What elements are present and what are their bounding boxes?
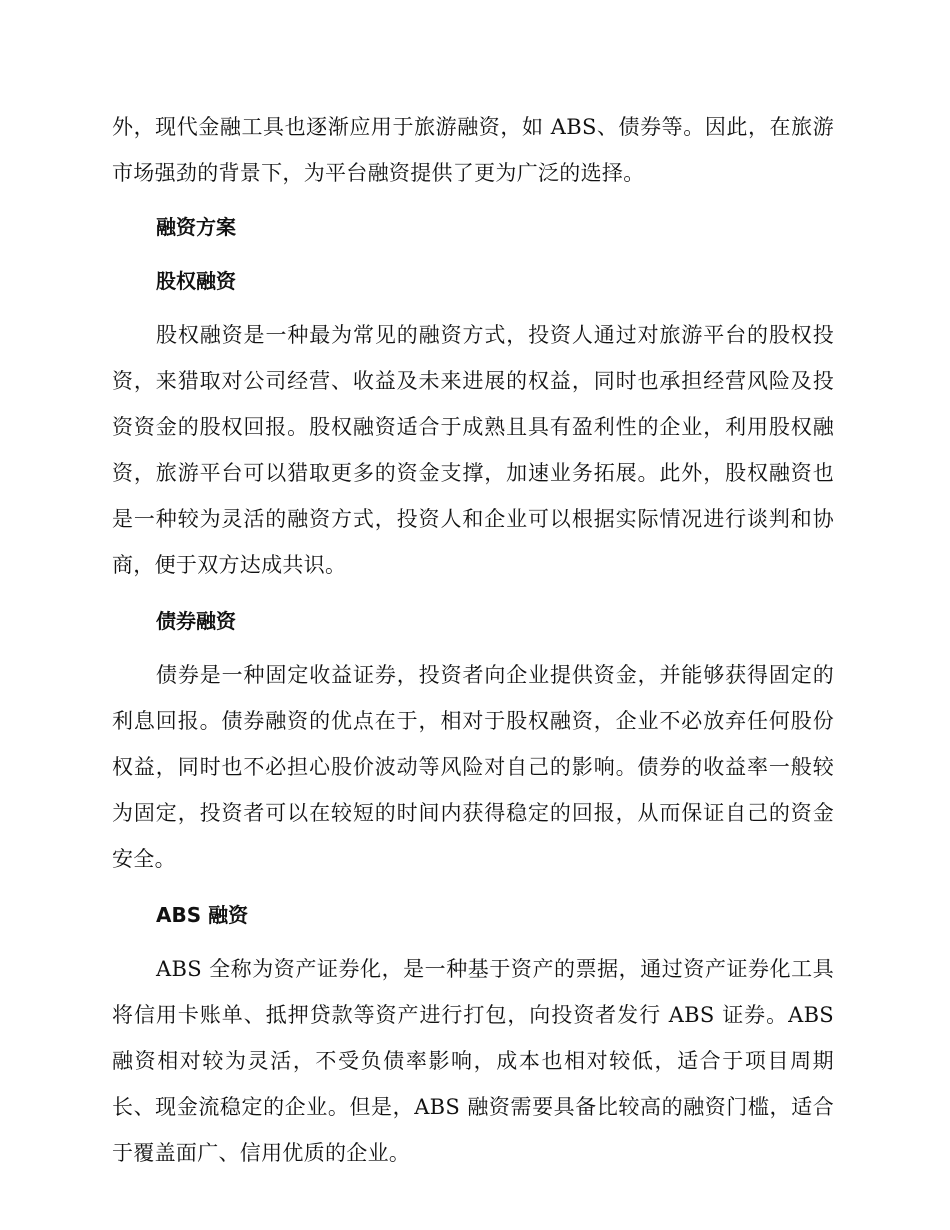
- equity-financing-paragraph: 股权融资是一种最为常见的融资方式，投资人通过对旅游平台的股权投资，来猎取对公司经营、收益及未来进展的权益，同时也承担经营风险及投资资金的股权回报。股权融资适合于成熟且具有盈利性的企业，利用股权融资，旅游平台可以猎取更多的资金支撑，加速业务拓展。此外，股权融资也是一种较为灵活的融资方式，投资人和企业可以根据实际情况进行谈判和协商，便于双方达成共识。: [112, 323, 834, 577]
- bond-financing-heading: 债券融资: [156, 609, 236, 633]
- bond-financing-paragraph: 债券是一种固定收益证券，投资者向企业提供资金，并能够获得固定的利息回报。债券融资的优点在于，相对于股权融资，企业不必放弃任何股份权益，同时也不必担心股价波动等风险对自己的影响。债券的收益率一般较为固定，投资者可以在较短的时间内获得稳定的回报，从而保证自己的资金安全。: [112, 663, 834, 871]
- equity-financing-heading: 股权融资: [156, 269, 236, 293]
- spacer: [112, 304, 834, 312]
- spacer: [112, 938, 834, 946]
- section-title-heading: 融资方案: [156, 215, 236, 239]
- spacer: [112, 644, 834, 652]
- intro-continuation-paragraph: 外，现代金融工具也逐渐应用于旅游融资，如 ABS、债券等。因此，在旅游市场强劲的背景下，为平台融资提供了更为广泛的选择。: [112, 115, 834, 185]
- abs-financing-heading: ABS 融资: [156, 903, 249, 927]
- spacer: [112, 250, 834, 258]
- spacer: [112, 882, 834, 892]
- spacer: [112, 588, 834, 598]
- abs-financing-paragraph: ABS 全称为资产证券化，是一种基于资产的票据，通过资产证券化工具将信用卡账单、抵押贷款等资产进行打包，向投资者发行 ABS 证券。ABS 融资相对较为灵活，不受负债率影响，成本也相对较低，适合于项目周期长、现金流稳定的企业。但是，ABS 融资需要具备比较高的融资门槛，适合于覆盖面广、信用优质的企业。: [112, 957, 834, 1165]
- spacer: [112, 196, 834, 204]
- document-content: [112, 104, 834, 1176]
